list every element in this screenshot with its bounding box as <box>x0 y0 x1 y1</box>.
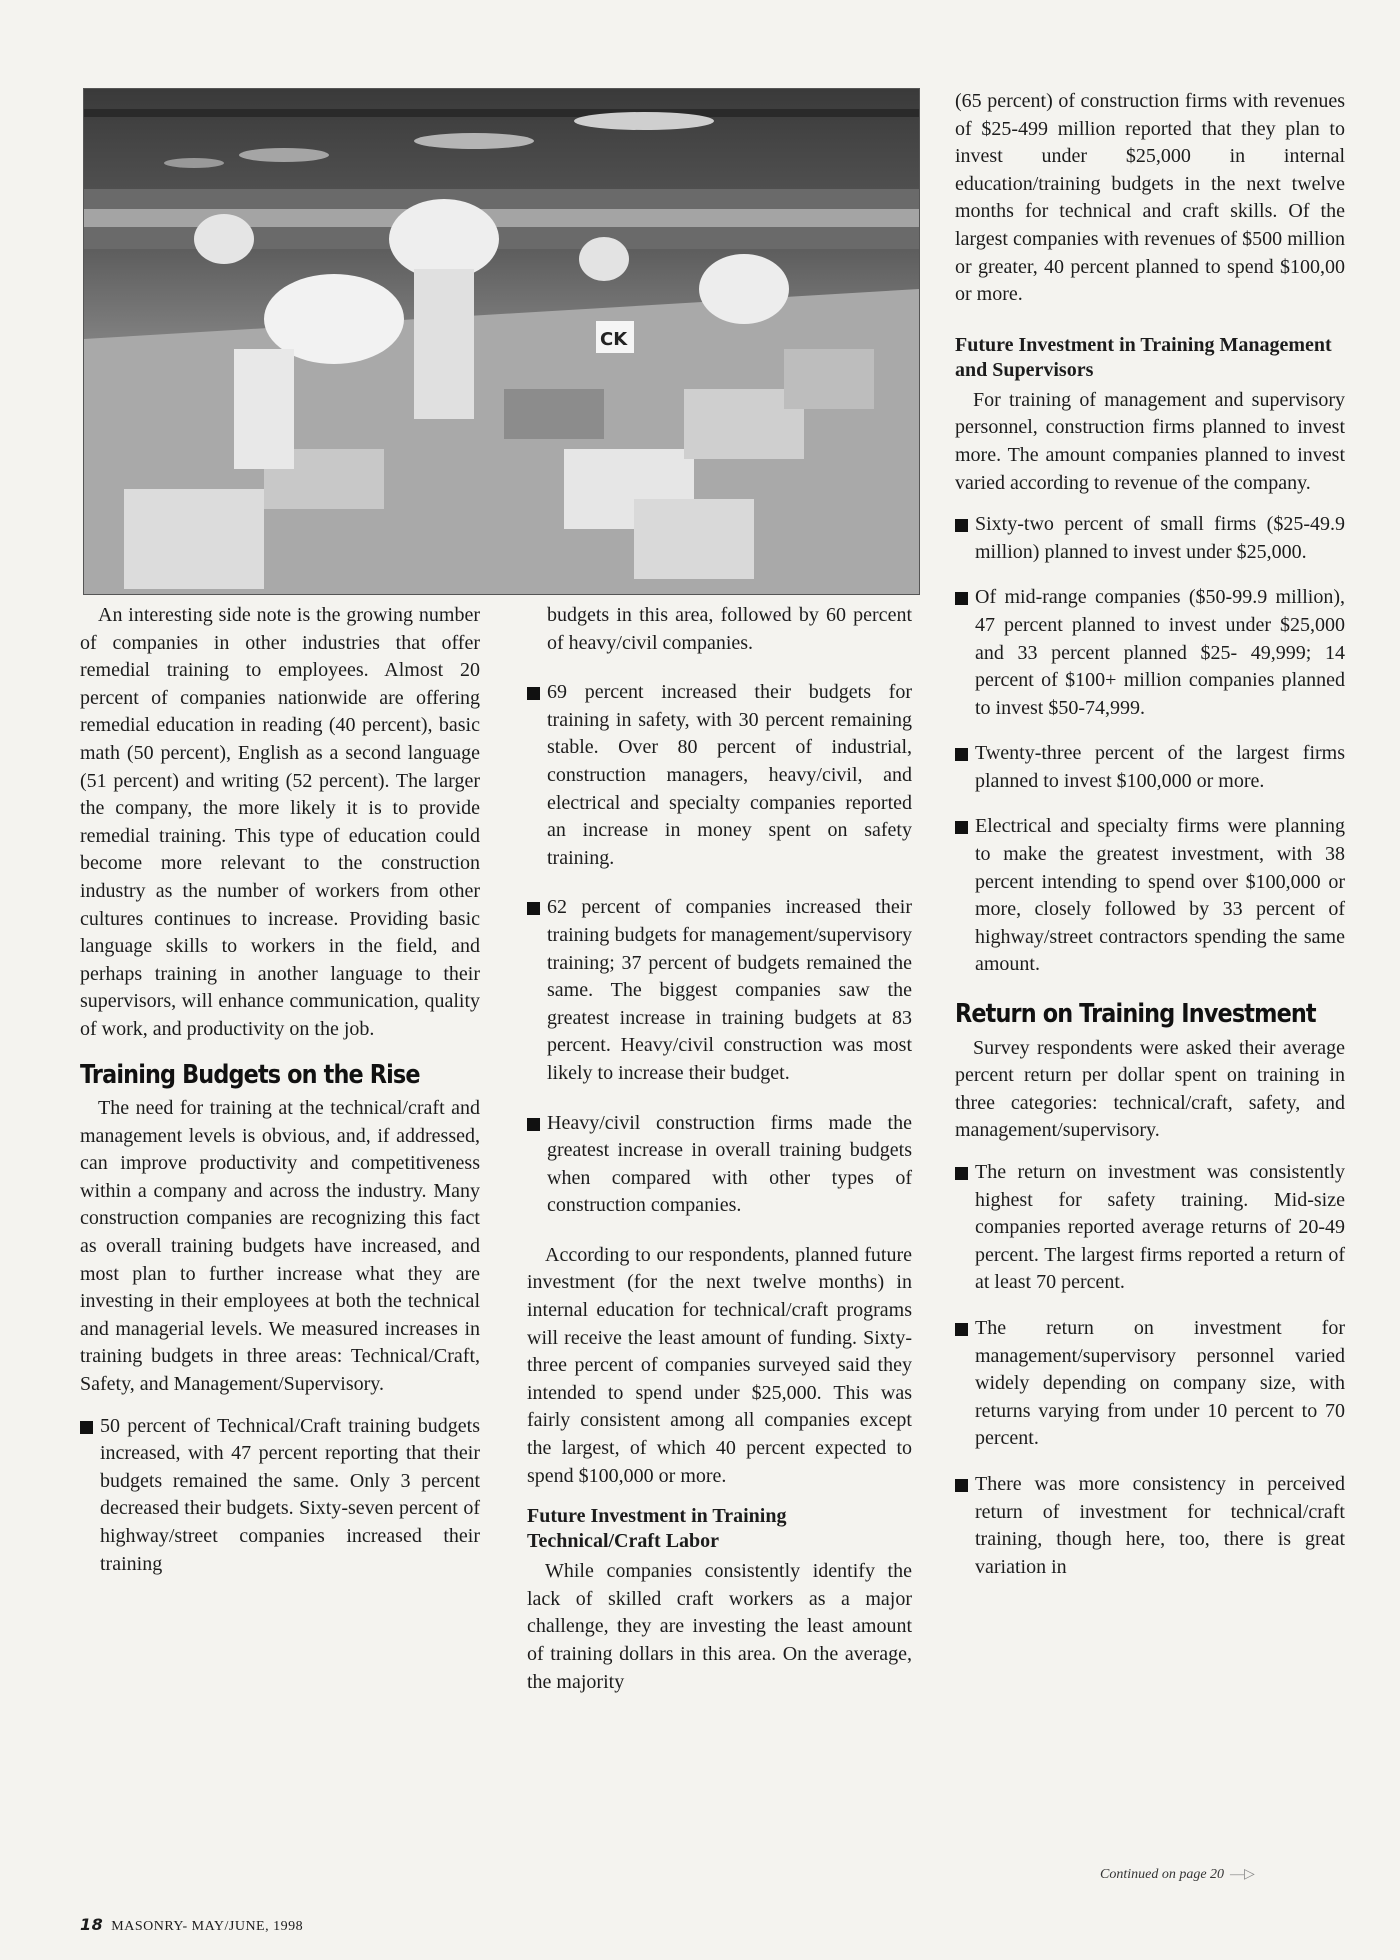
bullet-text: budgets in this area, followed by 60 percent of heavy/civil companies. <box>547 604 912 654</box>
bullet-continuation <box>527 602 912 657</box>
section-heading-training-budgets: Training Budgets on the Rise <box>80 1059 420 1090</box>
bullet-square-icon <box>955 1167 968 1180</box>
bullet-item <box>527 679 912 872</box>
page-number: 18 <box>80 1915 104 1934</box>
bullet-text: Electrical and specialty firms were planning to make the greatest investment, with 38 percent intending to spend over $100,000 or more, closely followed by 33 percent of highway/street contractors spending the same amount. <box>975 815 1345 976</box>
masonry-competition-photo <box>83 88 920 595</box>
intro-paragraph: An interesting side note is the growing number of companies in other industries that offer remedial training to employees. Almost 20 percent of companies nationwide are offering remedial education in reading (40 percent), basic math (50 percent), English as a second language (51 percent) and writing (52 percent). The larger the company, the more likely it is to provide remedial training. This type of education could become more relevant to the construction industry as the number of workers from other cultures continues to increase. Providing basic language skills to workers in the field, and perhaps training in another language to their supervisors, will enhance communication, quality of work, and productivity on the job. <box>80 604 480 1040</box>
technical-craft-paragraph: While companies consistently identify the lack of skilled craft workers as a major challenge, they are investing the least amount of training dollars in this area. On the average, the majority <box>527 1560 912 1693</box>
bullet-item <box>955 740 1345 795</box>
training-budgets-paragraph: The need for training at the technical/craft and management levels is obvious, and, if addressed, can improve productivity and competitiveness within a company and across the industry. Many construction companies are recognizing this fact as overall training budgets have increased, and most plan to further increase what they are investing in their employees at both the technical and managerial levels. We measured increases in training budgets in three areas: Technical/Craft, Safety, and Management/Supervisory. <box>80 1097 480 1396</box>
page-footer <box>80 1915 303 1935</box>
bullet-text: 69 percent increased their budgets for training in safety, with 30 percent remaining stable. Over 80 percent of industrial, construction managers, heavy/civil, and electrical and specialty companies reported an increase in money spent on safety training. <box>547 681 912 869</box>
bullet-square-icon <box>80 1421 93 1434</box>
management-paragraph: For training of management and supervisory personnel, construction firms planned to invest more. The amount companies planned to invest varied according to revenue of the company. <box>955 388 1345 494</box>
subheading-management: Future Investment in Training Management and Supervisors <box>955 333 1332 381</box>
photo-sign-text: CK <box>600 329 628 350</box>
bullet-text: 62 percent of companies increased their training budgets for management/supervisory training; 37 percent of budgets remained the same. The biggest companies saw the greatest increase in training budgets at 83 percent. Heavy/civil construction was most likely to increase their budget. <box>547 896 912 1084</box>
bullet-text: There was more consistency in perceived return of investment for technical/craft training, though here, too, there is great variation in <box>975 1472 1345 1578</box>
column-3 <box>955 88 1345 1599</box>
footer-publication: MASONRY- MAY/JUNE, 1998 <box>111 1919 304 1934</box>
bullet-square-icon <box>955 748 968 761</box>
bullet-text: Twenty-three percent of the largest firms planned to invest $100,000 or more. <box>975 742 1345 792</box>
bullet-text: Sixty-two percent of small firms ($25-49.9 million) planned to invest under $25,000. <box>975 513 1345 563</box>
subheading-technical-craft: Future Investment in Training Technical/Craft Labor <box>527 1505 787 1553</box>
bullet-square-icon <box>527 1118 540 1131</box>
bullet-item <box>527 1110 912 1220</box>
bullet-item <box>955 1471 1345 1581</box>
bullet-item <box>955 584 1345 722</box>
section-heading-return: Return on Training Investment <box>955 999 1316 1030</box>
return-paragraph: Survey respondents were asked their average percent return per dollar spent on training in three categories: technical/craft, safety, and management/supervisory. <box>955 1036 1345 1142</box>
bullet-square-icon <box>955 1323 968 1336</box>
bullet-square-icon <box>527 687 540 700</box>
bullet-square-icon <box>955 592 968 605</box>
bullet-square-icon <box>955 1479 968 1492</box>
continued-note <box>1100 1866 1255 1883</box>
bullet-item <box>955 813 1345 979</box>
bullet-item <box>955 1315 1345 1453</box>
bullet-item <box>955 1159 1345 1297</box>
bullet-square-icon <box>955 821 968 834</box>
bullet-square-icon <box>955 519 968 532</box>
bullet-square-icon <box>527 902 540 915</box>
photo-illustration <box>84 89 919 594</box>
bullet-item <box>527 894 912 1087</box>
bullet-item <box>955 511 1345 566</box>
continue-arrow-icon: —▷ <box>1230 1867 1255 1882</box>
bullet-text: The return on investment was consistently highest for safety training. Mid-size companies reported average returns of 20-49 percent. The largest firms reported a return of at least 70 percent. <box>975 1161 1345 1294</box>
bullet-text: The return on investment for management/supervisory personnel varied widely depending on company size, with returns varying from under 10 percent to 70 percent. <box>975 1316 1345 1450</box>
bullet-text: Heavy/civil construction firms made the greatest increase in overall training budgets when compared with other types of construction companies. <box>547 1111 912 1217</box>
column-1 <box>80 602 480 1596</box>
bullet-item <box>80 1413 480 1579</box>
bullet-text: Of mid-range companies ($50-99.9 million), 47 percent planned to invest under $25,000 and 33 percent planned $25- 49,999; 14 percent of $100+ million companies planned to invest $50-74,999. <box>975 586 1345 719</box>
column-2 <box>527 602 912 1710</box>
continued-text: Continued on page 20 <box>1100 1867 1225 1882</box>
continuation-paragraph: (65 percent) of construction firms with revenues of $25-499 million reported that they plan to invest under $25,000 in internal education/training budgets in the next twelve months for technical and craft skills. Of the largest companies with revenues of $500 million or greater, 40 percent planned to spend $100,00 or more. <box>955 90 1345 306</box>
respondents-paragraph: According to our respondents, planned future investment (for the next twelve months) in internal education for technical/craft programs will receive the least amount of funding. Sixty-three percent of companies surveyed said they intended to spend under $25,000. This was fairly consistent among all companies except the largest, of which 40 percent expected to spend $100,000 or more. <box>527 1243 912 1487</box>
bullet-text: 50 percent of Technical/Craft training budgets increased, with 47 percent reporting that their budgets remained the same. Only 3 percent decreased their budgets. Sixty-seven percent of highway/street companies increased their training <box>100 1414 480 1575</box>
